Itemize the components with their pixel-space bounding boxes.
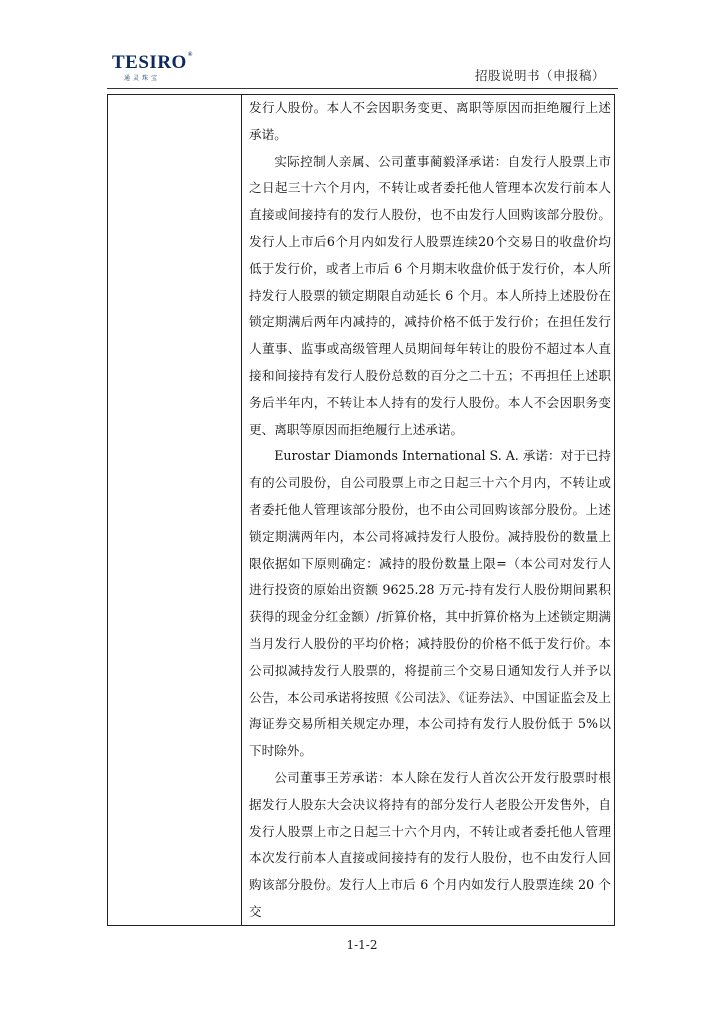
page-number: 1-1-2 <box>346 938 378 952</box>
paragraph: Eurostar Diamonds International S. A. 承诺：对于已持有的公司股份，自公司股票上市之日起三十六个月内，不转让或者委托他人管理该部分股份，也不由公司回购该部分股份。上述锁定期满两年内，本公司将减持发行人股份。减持股份的数量上限依据如下原则确定：减持的股份数量上限=（本公司对发行人进行投资的原始出资额 9625.28 万元-持有发行人股份期间累积获得的现金分红金额）/折算价格，其中折算价格为上述锁定期满当月发行人股份的平均价格；减持股份的价格不低于发行价。本公司拟减持发行人股票的，将提前三个交易日通知发行人并予以公告，本公司承诺将按照《公司法》、《证券法》、中国证监会及上海证券交易所相关规定办理，本公司持有发行人股份低于 5%以下时除外。 <box>249 448 611 759</box>
paragraph: 发行人股份。本人不会因职务变更、离职等原因而拒绝履行上述承诺。 <box>249 100 611 142</box>
logo-tagline: 通灵珠宝 <box>124 75 161 82</box>
commitment-text-cell <box>249 95 611 926</box>
paragraph: 公司董事王芳承诺：本人除在发行人首次公开发行股票时根据发行人股东大会决议将持有的部分发行人老股公开发售外，自发行人股票上市之日起三十六个月内，不转让或者委托他人管理本次发行前本人直接或间接持有的发行人股份，也不由发行人回购该部分股份。发行人上市后 6 个月内如发行人股票连续 20 个交 <box>249 769 611 919</box>
logo-wordmark: TESIRO® <box>112 52 193 73</box>
document-title: 招股说明书（申报稿） <box>474 68 605 83</box>
table-column-divider <box>241 95 242 925</box>
company-logo <box>112 52 202 86</box>
paragraph: 实际控制人亲属、公司董事蔺毅泽承诺：自发行人股票上市之日起三十六个月内，不转让或者委托他人管理本次发行前本人直接或间接持有的发行人股份，也不由发行人回购该部分股份。发行人上市后6个月内如发行人股票连续20个交易日的收盘价均低于发行价，或者上市后 6 个月期末收盘价低于发行价，本人所持发行人股票的锁定期限自动延长 6 个月。本人所持上述股份在锁定期满后两年内减持的，减持价格不低于发行价；在担任发行人董事、监事或高级管理人员期间每年转让的股份不超过本人直接和间接持有发行人股份总数的百分之二十五；不再担任上述职务后半年内，不转让本人持有的发行人股份。本人不会因职务变更、离职等原因而拒绝履行上述承诺。 <box>249 153 611 437</box>
header-divider <box>107 88 618 89</box>
commitment-table <box>107 94 615 926</box>
